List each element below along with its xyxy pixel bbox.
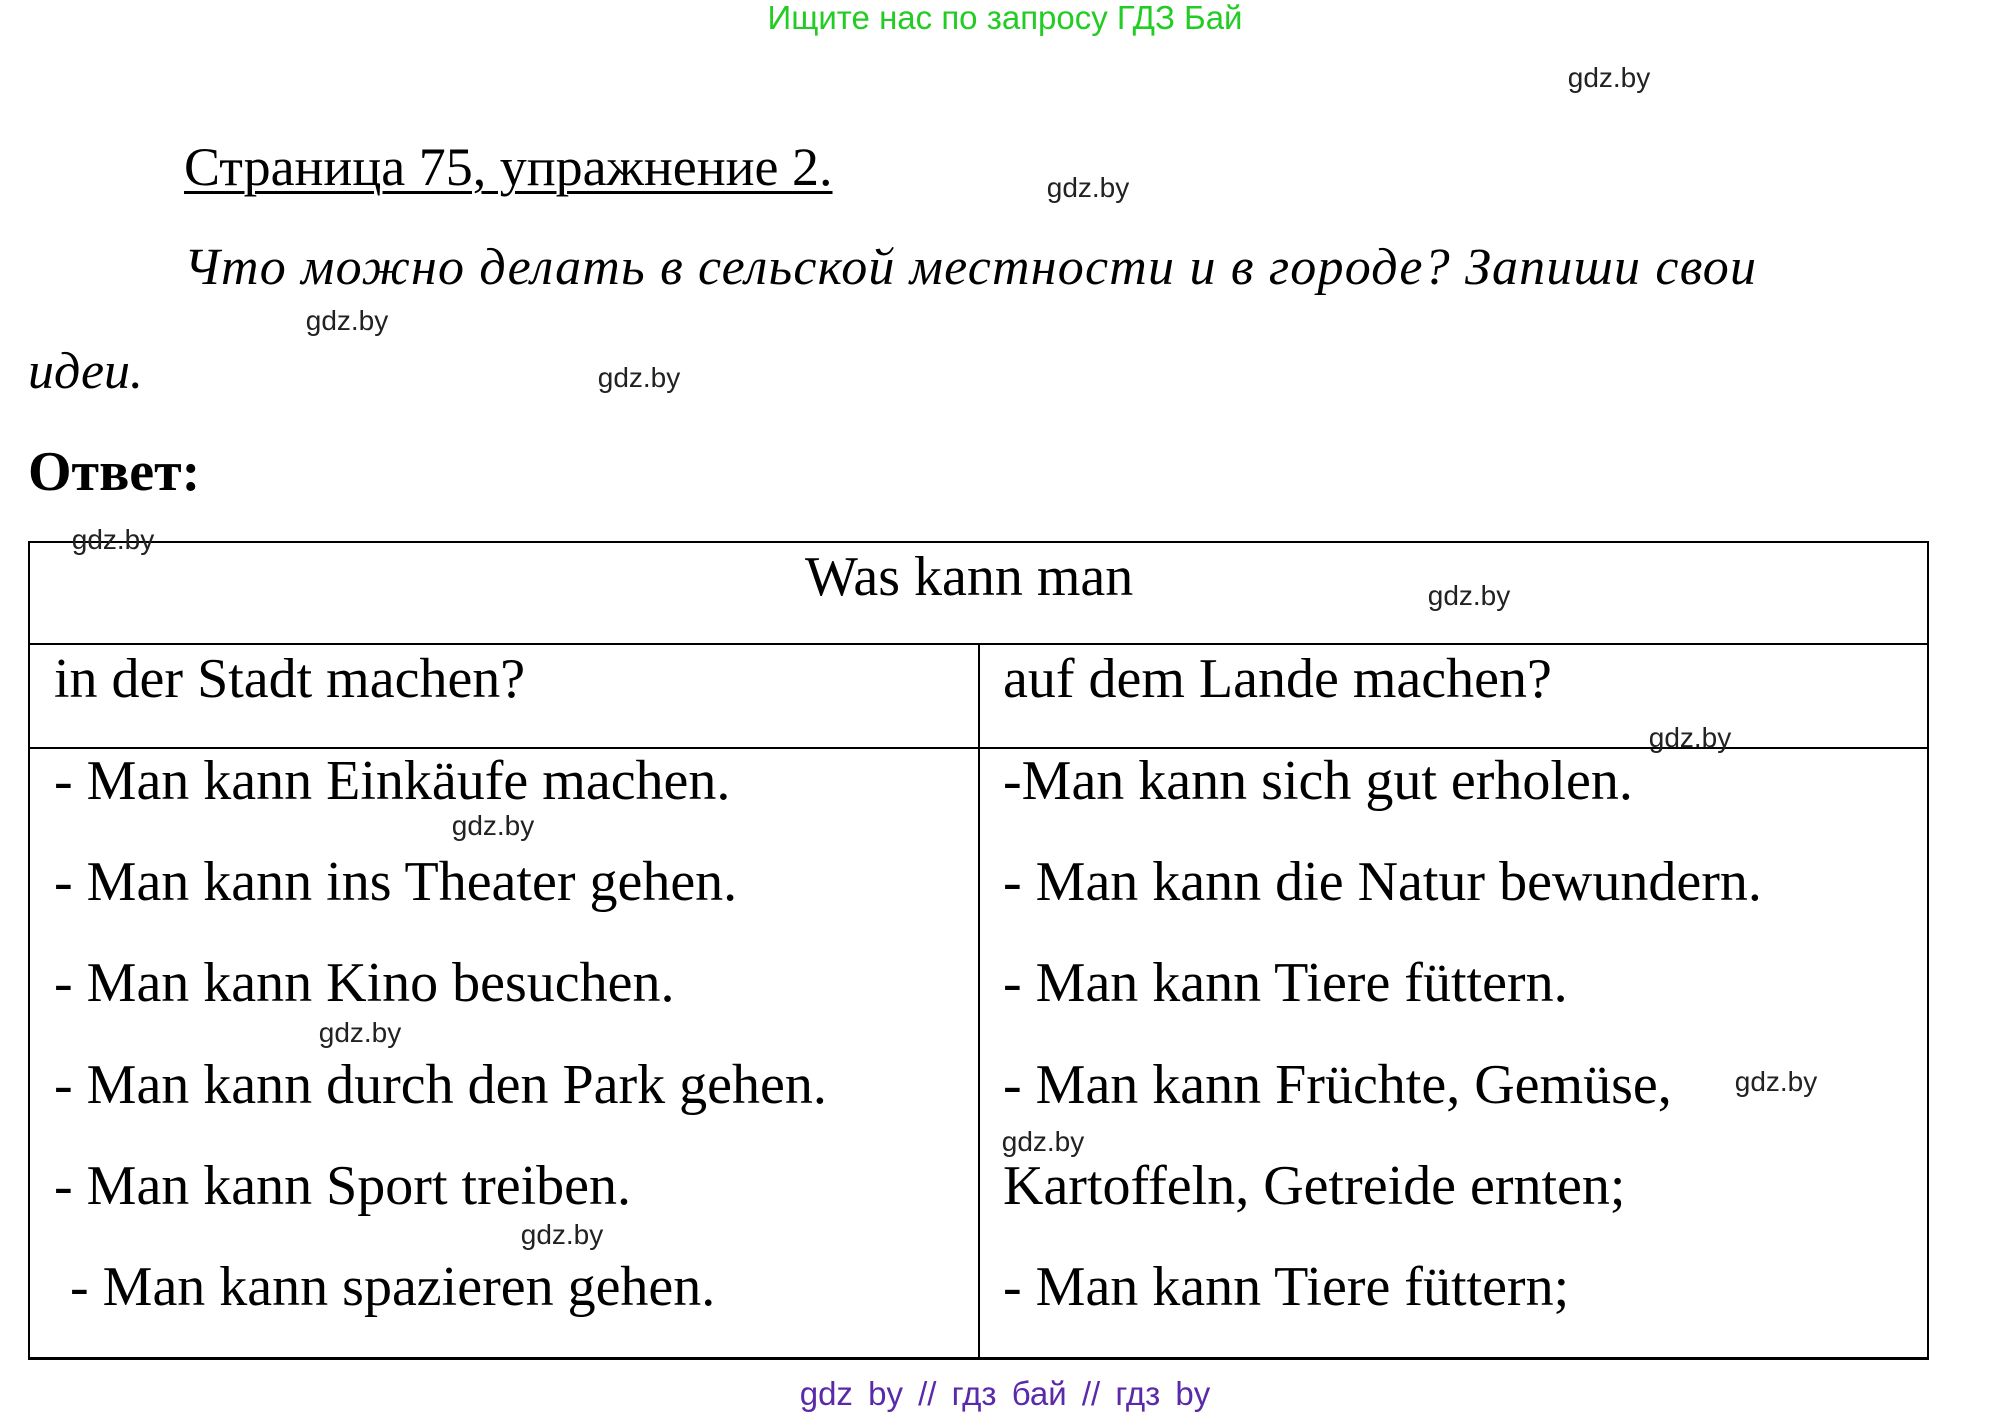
watermark: gdz.by: [1648, 722, 1732, 753]
watermark: gdz.by: [1001, 1126, 1085, 1157]
top-banner: Ищите нас по запросу ГДЗ Бай: [767, 0, 1243, 36]
list-item: Kartoffeln, Getreide ernten;: [1003, 1155, 1626, 1217]
watermark: gdz.by: [1734, 1066, 1818, 1097]
column-header-country: auf dem Lande machen?: [1003, 648, 1552, 710]
list-item: - Man kann durch den Park gehen.: [54, 1054, 827, 1116]
list-item: - Man kann Tiere füttern.: [1003, 952, 1568, 1014]
table-header: Was kann man: [805, 546, 1134, 608]
list-item: - Man kann Früchte, Gemüse,: [1003, 1054, 1672, 1116]
page-title: Страница 75, упражнение 2.: [184, 137, 833, 197]
answer-table: [28, 541, 1929, 1360]
list-item: - Man kann Sport treiben.: [54, 1155, 631, 1217]
question-line-1: Что можно делать в сельской местности и в городе? Запиши свои: [184, 239, 1758, 296]
list-item: - Man kann die Natur bewundern.: [1003, 851, 1762, 913]
list-item: - Man kann spazieren gehen.: [70, 1256, 716, 1318]
list-item: - Man kann Einkäufe machen.: [54, 750, 731, 812]
watermark: gdz.by: [451, 810, 535, 841]
list-item: - Man kann Kino besuchen.: [54, 952, 675, 1014]
watermark: gdz.by: [1427, 580, 1511, 611]
column-divider: [978, 644, 980, 1357]
watermark: gdz.by: [1567, 62, 1651, 93]
list-item: - Man kann ins Theater gehen.: [54, 851, 738, 913]
answer-label: Ответ:: [28, 441, 201, 503]
watermark: gdz.by: [520, 1219, 604, 1250]
list-item: -Man kann sich gut erholen.: [1003, 750, 1633, 812]
question-line-2: идеи.: [28, 343, 144, 400]
list-item: - Man kann Tiere füttern;: [1003, 1256, 1570, 1318]
watermark: gdz.by: [71, 524, 155, 555]
footer-links: gdz by // гдз бай // гдз by: [799, 1375, 1211, 1412]
watermark: gdz.by: [597, 362, 681, 393]
watermark: gdz.by: [305, 305, 389, 336]
column-header-city: in der Stadt machen?: [54, 648, 526, 710]
watermark: gdz.by: [318, 1017, 402, 1048]
watermark: gdz.by: [1046, 172, 1130, 203]
